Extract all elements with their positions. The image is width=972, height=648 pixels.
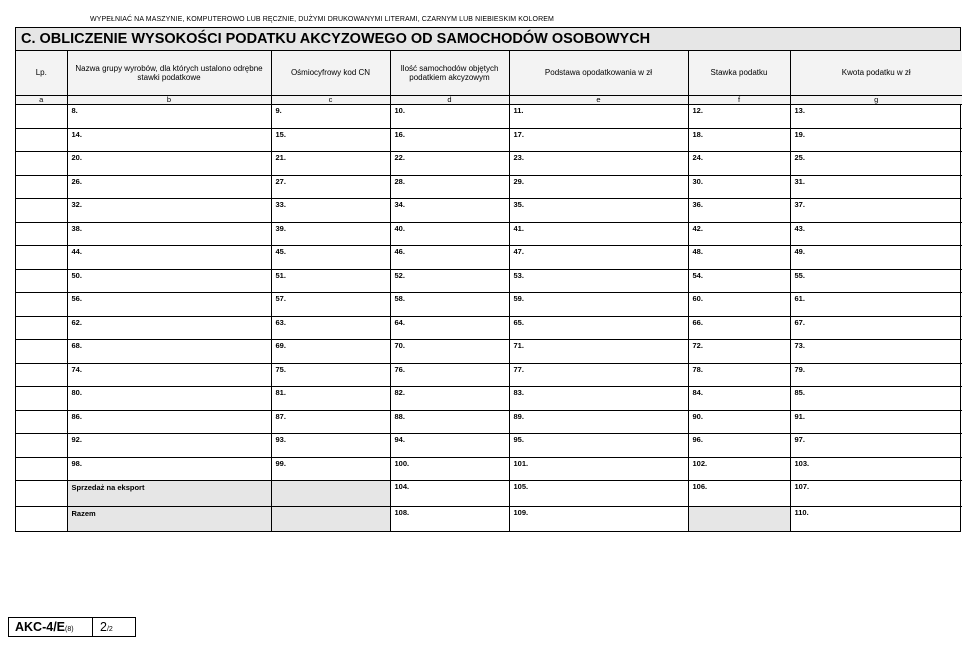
input-field[interactable] xyxy=(509,363,688,387)
field-number: 79. xyxy=(794,364,805,374)
input-field[interactable] xyxy=(271,293,390,317)
field-number: 48. xyxy=(692,247,703,256)
form-footer xyxy=(8,617,136,637)
input-field[interactable] xyxy=(509,506,688,531)
field-number: 66. xyxy=(692,317,703,327)
input-field[interactable] xyxy=(790,506,962,531)
field-number: 12. xyxy=(692,106,703,115)
field-number: 98. xyxy=(71,458,82,468)
input-field[interactable] xyxy=(390,293,509,317)
lp-field[interactable] xyxy=(16,175,67,199)
input-field[interactable] xyxy=(688,128,790,152)
input-field[interactable] xyxy=(67,387,271,411)
lp-field[interactable] xyxy=(16,434,67,458)
field-number: 81. xyxy=(275,388,286,397)
input-field[interactable] xyxy=(688,199,790,223)
table-row xyxy=(16,363,962,387)
field-number: 45. xyxy=(275,247,286,256)
field-number: 82. xyxy=(394,388,405,397)
input-field[interactable] xyxy=(509,246,688,270)
input-field[interactable] xyxy=(390,269,509,293)
column-letter: f xyxy=(688,96,790,105)
field-number: 37. xyxy=(794,200,805,209)
field-number: 16. xyxy=(394,129,405,139)
field-number: 35. xyxy=(513,200,524,209)
field-number: 42. xyxy=(692,223,703,233)
table-row xyxy=(16,199,962,223)
lp-field[interactable] xyxy=(16,316,67,340)
input-field[interactable] xyxy=(509,222,688,246)
field-number: 27. xyxy=(275,176,286,186)
export-row xyxy=(16,481,962,507)
field-number: 25. xyxy=(794,153,805,162)
input-field[interactable] xyxy=(688,457,790,481)
table-row xyxy=(16,293,962,317)
input-field[interactable] xyxy=(67,434,271,458)
field-number: 97. xyxy=(794,435,805,444)
input-field[interactable] xyxy=(790,222,962,246)
section-title: C. OBLICZENIE WYSOKOŚCI PODATKU AKCYZOWEGO OD SAMOCHODÓW OSOBOWYCH xyxy=(16,28,960,51)
field-number: 62. xyxy=(71,317,82,327)
field-number: 20. xyxy=(71,153,82,162)
table-row xyxy=(16,340,962,364)
input-field[interactable] xyxy=(271,128,390,152)
input-field[interactable] xyxy=(509,410,688,434)
input-field[interactable] xyxy=(688,481,790,507)
field-number: 21. xyxy=(275,153,286,162)
field-number: 78. xyxy=(692,364,703,374)
field-number: 100. xyxy=(394,458,410,468)
field-number: 96. xyxy=(692,435,703,444)
field-number: 72. xyxy=(692,341,703,350)
field-number: 57. xyxy=(275,294,286,303)
lp-field[interactable] xyxy=(16,293,67,317)
column-letter: a xyxy=(16,96,67,105)
shaded-cell xyxy=(688,506,790,531)
input-field[interactable] xyxy=(271,340,390,364)
input-field[interactable] xyxy=(390,152,509,176)
input-field[interactable] xyxy=(790,152,962,176)
field-number: 47. xyxy=(513,247,524,256)
input-field[interactable] xyxy=(688,175,790,199)
field-number: 102. xyxy=(692,458,708,468)
input-field[interactable] xyxy=(271,152,390,176)
input-field[interactable] xyxy=(67,316,271,340)
input-field[interactable] xyxy=(688,434,790,458)
field-number: 40. xyxy=(394,223,405,233)
column-header: Stawka podatku xyxy=(688,51,790,96)
field-number: 58. xyxy=(394,294,405,303)
lp-field[interactable] xyxy=(16,410,67,434)
field-number: 50. xyxy=(71,270,82,280)
input-field[interactable] xyxy=(509,152,688,176)
input-field[interactable] xyxy=(271,316,390,340)
input-field[interactable] xyxy=(271,175,390,199)
column-letter-row xyxy=(16,96,962,105)
total-row xyxy=(16,506,962,531)
input-field[interactable] xyxy=(509,199,688,223)
field-number: 63. xyxy=(275,317,286,327)
page-number: 2/2 xyxy=(100,620,113,634)
field-number: 23. xyxy=(513,153,524,162)
field-number: 60. xyxy=(692,294,703,303)
input-field[interactable] xyxy=(688,387,790,411)
input-field[interactable] xyxy=(790,434,962,458)
column-letter: g xyxy=(790,96,962,105)
input-field[interactable] xyxy=(790,269,962,293)
column-letter: e xyxy=(509,96,688,105)
field-number: 13. xyxy=(794,106,805,115)
input-field[interactable] xyxy=(390,387,509,411)
shaded-cell xyxy=(271,506,390,531)
lp-field[interactable] xyxy=(16,222,67,246)
input-field[interactable] xyxy=(790,340,962,364)
field-number: 38. xyxy=(71,223,82,233)
input-field[interactable] xyxy=(271,199,390,223)
field-number: 44. xyxy=(71,247,82,256)
lp-field[interactable] xyxy=(16,457,67,481)
input-field[interactable] xyxy=(509,340,688,364)
field-number: 9. xyxy=(275,106,282,115)
lp-field[interactable] xyxy=(16,105,67,129)
input-field[interactable] xyxy=(271,246,390,270)
field-number: 107. xyxy=(794,482,810,491)
field-number: 110. xyxy=(794,507,809,517)
input-field[interactable] xyxy=(509,269,688,293)
input-field[interactable] xyxy=(67,293,271,317)
input-field[interactable] xyxy=(67,199,271,223)
input-field[interactable] xyxy=(790,410,962,434)
field-number: 10. xyxy=(394,106,405,115)
input-field[interactable] xyxy=(390,128,509,152)
field-number: 34. xyxy=(394,200,405,209)
input-field[interactable] xyxy=(67,175,271,199)
field-number: 28. xyxy=(394,176,405,186)
input-field[interactable] xyxy=(67,152,271,176)
field-number: 77. xyxy=(513,364,524,374)
lp-field xyxy=(16,481,67,507)
field-number: 52. xyxy=(394,270,405,280)
field-number: 88. xyxy=(394,411,405,421)
table-row xyxy=(16,246,962,270)
field-number: 51. xyxy=(275,270,286,280)
section-c-form xyxy=(15,27,961,532)
input-field[interactable] xyxy=(390,199,509,223)
table-row xyxy=(16,316,962,340)
column-header: Nazwa grupy wyrobów, dla których ustalono odrębne stawki podatkowe xyxy=(67,51,271,96)
field-number: 64. xyxy=(394,317,405,327)
input-field[interactable] xyxy=(688,152,790,176)
input-field[interactable] xyxy=(390,363,509,387)
field-number: 18. xyxy=(692,129,703,139)
field-number: 43. xyxy=(794,223,805,233)
input-field[interactable] xyxy=(790,481,962,507)
input-field[interactable] xyxy=(509,128,688,152)
input-field[interactable] xyxy=(271,410,390,434)
field-number: 104. xyxy=(394,482,410,491)
export-label: Sprzedaż na eksport xyxy=(67,481,271,507)
field-number: 89. xyxy=(513,411,524,421)
input-field[interactable] xyxy=(790,175,962,199)
field-number: 8. xyxy=(71,106,78,115)
field-number: 19. xyxy=(794,129,805,139)
field-number: 83. xyxy=(513,388,524,397)
input-field[interactable] xyxy=(509,316,688,340)
input-field[interactable] xyxy=(688,340,790,364)
input-field[interactable] xyxy=(509,293,688,317)
field-number: 31. xyxy=(794,176,805,186)
input-field[interactable] xyxy=(67,363,271,387)
input-field[interactable] xyxy=(67,222,271,246)
column-letter: c xyxy=(271,96,390,105)
input-field[interactable] xyxy=(509,175,688,199)
field-number: 91. xyxy=(794,411,805,421)
field-number: 85. xyxy=(794,388,805,397)
field-number: 17. xyxy=(513,129,524,139)
field-number: 69. xyxy=(275,341,286,350)
input-field[interactable] xyxy=(790,363,962,387)
field-number: 73. xyxy=(794,341,805,350)
input-field[interactable] xyxy=(67,105,271,129)
form-code: AKC-4/E(8) xyxy=(9,618,93,636)
input-field[interactable] xyxy=(688,316,790,340)
input-field[interactable] xyxy=(688,269,790,293)
field-number: 67. xyxy=(794,317,805,327)
field-number: 71. xyxy=(513,341,524,350)
input-field[interactable] xyxy=(271,457,390,481)
field-number: 61. xyxy=(794,294,805,303)
field-number: 99. xyxy=(275,458,286,468)
input-field[interactable] xyxy=(390,506,509,531)
total-label: Razem xyxy=(67,506,271,531)
table-row xyxy=(16,175,962,199)
table-row xyxy=(16,387,962,411)
field-number: 32. xyxy=(71,200,82,209)
field-number: 41. xyxy=(513,223,524,233)
field-number: 92. xyxy=(71,435,82,444)
field-number: 29. xyxy=(513,176,524,186)
input-field[interactable] xyxy=(790,246,962,270)
field-number: 55. xyxy=(794,270,805,280)
lp-field[interactable] xyxy=(16,152,67,176)
field-number: 26. xyxy=(71,176,82,186)
table-row xyxy=(16,105,962,129)
input-field[interactable] xyxy=(271,387,390,411)
field-number: 106. xyxy=(692,482,708,491)
input-field[interactable] xyxy=(790,199,962,223)
shaded-cell xyxy=(271,481,390,507)
field-number: 46. xyxy=(394,247,405,256)
field-number: 56. xyxy=(71,294,82,303)
field-number: 68. xyxy=(71,341,82,350)
input-field[interactable] xyxy=(67,410,271,434)
field-number: 15. xyxy=(275,129,286,139)
field-number: 70. xyxy=(394,341,405,350)
column-header-row xyxy=(16,51,962,96)
field-number: 101. xyxy=(513,458,529,468)
field-number: 54. xyxy=(692,270,703,280)
input-field[interactable] xyxy=(271,363,390,387)
input-field[interactable] xyxy=(688,410,790,434)
table-row xyxy=(16,222,962,246)
lp-field[interactable] xyxy=(16,128,67,152)
field-number: 30. xyxy=(692,176,703,186)
input-field[interactable] xyxy=(509,434,688,458)
input-field[interactable] xyxy=(790,316,962,340)
input-field[interactable] xyxy=(67,246,271,270)
lp-field[interactable] xyxy=(16,246,67,270)
table-row xyxy=(16,457,962,481)
input-field[interactable] xyxy=(67,269,271,293)
input-field[interactable] xyxy=(271,222,390,246)
input-field[interactable] xyxy=(790,457,962,481)
input-field[interactable] xyxy=(390,340,509,364)
field-number: 65. xyxy=(513,317,524,327)
field-number: 90. xyxy=(692,411,703,421)
input-field[interactable] xyxy=(390,410,509,434)
field-number: 103. xyxy=(794,458,810,468)
lp-field xyxy=(16,506,67,531)
input-field[interactable] xyxy=(688,363,790,387)
input-field[interactable] xyxy=(790,387,962,411)
column-header: Lp. xyxy=(16,51,67,96)
field-number: 49. xyxy=(794,247,805,256)
lp-field[interactable] xyxy=(16,363,67,387)
input-field[interactable] xyxy=(688,222,790,246)
field-number: 76. xyxy=(394,364,405,374)
column-header: Podstawa opodatkowania w zł xyxy=(509,51,688,96)
table-row xyxy=(16,410,962,434)
field-number: 109. xyxy=(513,507,529,517)
column-header: Kwota podatku w zł xyxy=(790,51,962,96)
field-number: 11. xyxy=(513,106,524,115)
fill-instruction: WYPEŁNIAĆ NA MASZYNIE, KOMPUTEROWO LUB RĘCZNIE, DUŻYMI DRUKOWANYMI LITERAMI, CZARNYM LUB NIEBIESKIM KOLOREM xyxy=(90,16,554,23)
input-field[interactable] xyxy=(390,246,509,270)
input-field[interactable] xyxy=(271,434,390,458)
input-field[interactable] xyxy=(271,269,390,293)
field-number: 84. xyxy=(692,388,703,397)
input-field[interactable] xyxy=(390,316,509,340)
lp-field[interactable] xyxy=(16,387,67,411)
input-field[interactable] xyxy=(790,293,962,317)
input-field[interactable] xyxy=(688,293,790,317)
input-field[interactable] xyxy=(390,222,509,246)
field-number: 53. xyxy=(513,270,524,280)
field-number: 74. xyxy=(71,364,82,374)
lp-field[interactable] xyxy=(16,340,67,364)
field-number: 93. xyxy=(275,435,286,444)
input-field[interactable] xyxy=(790,105,962,129)
field-number: 105. xyxy=(513,482,529,491)
input-field[interactable] xyxy=(390,105,509,129)
field-number: 24. xyxy=(692,153,703,162)
table-row xyxy=(16,434,962,458)
column-letter: b xyxy=(67,96,271,105)
field-number: 80. xyxy=(71,388,82,397)
input-field[interactable] xyxy=(688,105,790,129)
field-number: 108. xyxy=(394,507,410,517)
field-number: 36. xyxy=(692,200,703,209)
input-field[interactable] xyxy=(509,457,688,481)
field-number: 75. xyxy=(275,364,286,374)
field-number: 95. xyxy=(513,435,524,444)
field-number: 14. xyxy=(71,129,82,139)
column-letter: d xyxy=(390,96,509,105)
input-field[interactable] xyxy=(509,387,688,411)
field-number: 94. xyxy=(394,435,405,444)
column-header: Ilość samochodów objętych podatkiem akcyzowym xyxy=(390,51,509,96)
input-field[interactable] xyxy=(790,128,962,152)
column-header: Ośmiocyfrowy kod CN xyxy=(271,51,390,96)
table-row xyxy=(16,152,962,176)
input-field[interactable] xyxy=(688,246,790,270)
field-number: 59. xyxy=(513,294,524,303)
table-body xyxy=(16,105,962,532)
lp-field[interactable] xyxy=(16,199,67,223)
input-field[interactable] xyxy=(390,175,509,199)
field-number: 39. xyxy=(275,223,286,233)
field-number: 33. xyxy=(275,200,286,209)
input-field[interactable] xyxy=(390,434,509,458)
input-field[interactable] xyxy=(67,340,271,364)
input-field[interactable] xyxy=(509,481,688,507)
field-number: 86. xyxy=(71,411,82,421)
input-field[interactable] xyxy=(390,481,509,507)
input-field[interactable] xyxy=(271,105,390,129)
input-field[interactable] xyxy=(67,128,271,152)
excise-calculation-table xyxy=(16,51,962,531)
table-row xyxy=(16,269,962,293)
table-row xyxy=(16,128,962,152)
lp-field[interactable] xyxy=(16,269,67,293)
field-number: 22. xyxy=(394,153,405,162)
field-number: 87. xyxy=(275,411,286,421)
input-field[interactable] xyxy=(509,105,688,129)
input-field[interactable] xyxy=(390,457,509,481)
input-field[interactable] xyxy=(67,457,271,481)
